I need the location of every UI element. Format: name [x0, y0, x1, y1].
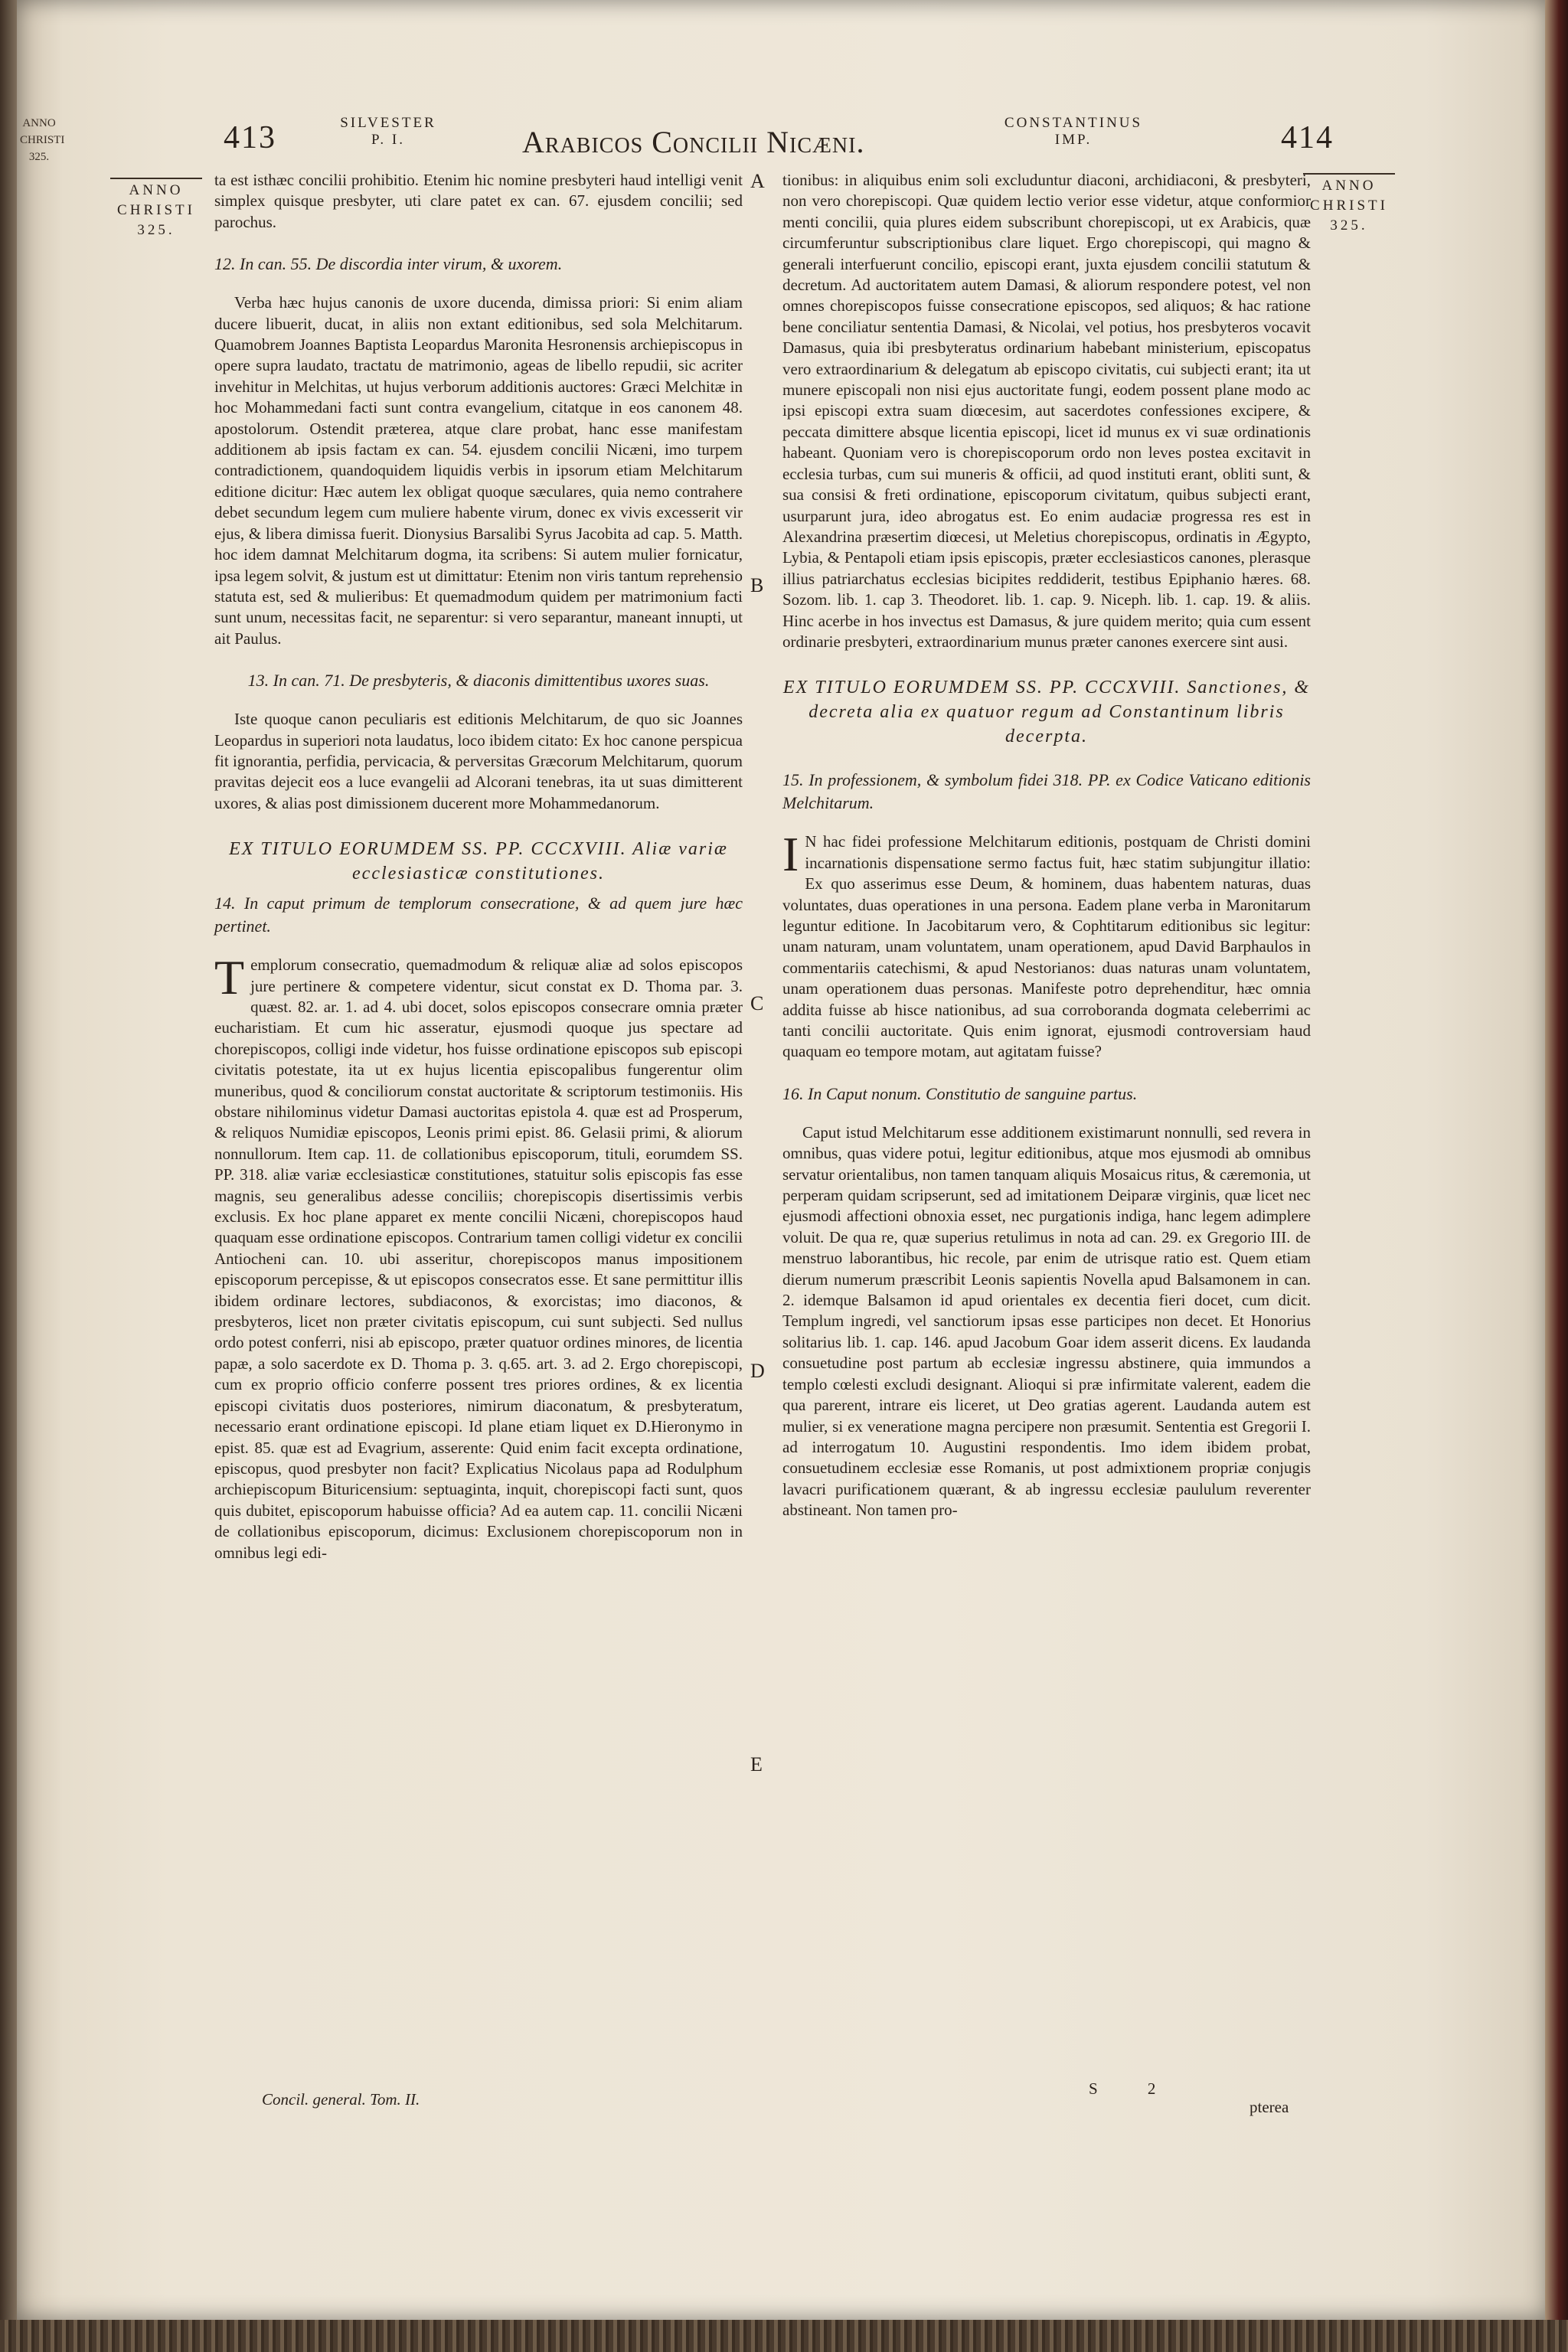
- section-letter-a: A: [750, 170, 765, 192]
- header-emperor-title: IMP.: [1054, 132, 1093, 148]
- header-emperor: [974, 115, 1173, 149]
- book-cover-edge: [1545, 0, 1568, 2352]
- heading-12: 12. In can. 55. De discordia inter virum, & uxorem.: [214, 254, 563, 274]
- right-column: [782, 170, 1311, 1521]
- table-surface: [0, 2320, 1568, 2352]
- previous-page-margin: [20, 115, 65, 165]
- left-column: [214, 170, 743, 1563]
- christi-label: CHRISTI: [117, 202, 195, 218]
- anno-label: ANNO: [1321, 178, 1377, 194]
- drop-cap-t: T: [214, 950, 245, 1005]
- heading-15: 15. In professionem, & symbolum fidei 318. PP. ex Codice Vaticano editionis Melchitarum.: [782, 770, 1311, 813]
- prev-christi: CHRISTI: [20, 134, 65, 146]
- year-label: 325.: [1330, 217, 1368, 234]
- prev-year: 325.: [28, 151, 50, 163]
- section-letter-b: B: [750, 574, 764, 596]
- margin-year-left: [110, 178, 202, 240]
- footer-volume: Concil. general. Tom. II.: [262, 2090, 420, 2109]
- header-pope-title: P. I.: [371, 132, 406, 148]
- right-intro-text: tionibus: in aliquibus enim soli excluduntur diaconi, archidiaconi, & presbyteri, non vero chorepiscopi. Quæ quidem lectio verior esse videtur, atque conformior menti concilii, quia plures eidem subscribunt chorepiscopi, ut ex Arabicis, quæ circumferuntur subscriptionibus clare liquet. Ergo chorepiscopi, qui magno & generali interfuerunt concilio, episcopi erant, juxta ejusdem concilii statutum & decretum. Ad auctoritatem autem Damasi, & aliorum respondere potest, vel non omnes chorepiscopos fuisse consecratione episcopos, sed aliquos; & hac ratione bene conciliatur sententia Damasi, & Nicolai, vel potius, hos presbyteros vocavit Damasus, quia ibi presbyteratus ordinarium habebant ministerium, episcopatus vero extraordinarium & delegatum ab episcopo civitatis, cui subjecti erant; ita ut munere episcopali non nisi ejus auctoritate fungi, eodem possent plane modo ac ipsi episcopi extra suam diœcesim, aut sacerdotes confessiones excipere, & peccata dimittere absque licentia episcopi, licet id munus ex vi suæ ordinationis habeant. Quoniam vero is chorepiscoporum ordo non leves postea excitavit in ecclesia turbas, cum sui muneris & officii, ad quod instituti erant, obliti sunt, & sua consisi & freti ordinatione, episcoporum civitatum, quibus subjecti erant, usurparunt jura, ideo abrogatus est. Eo enim audaciæ progressa res est in Alexandrina præsertim diœcesi, ut Meletius chorepiscopus, ordinatis in Ægypto, Lybia, & Pentapoli etiam ipsis episcopis, præter ecclesiasticos canones, plerasque illius patriarchatus ecclesias bicipites reddiderit, testibus Epiphanio hæres. 68. Sozom. lib. 1. cap 3. Theodoret. lib. 1. cap. 9. Niceph. lib. 1. cap. 19. & aliis. Hinc acerbe in hos invectus est Damasus, & jure quidem merito; quia cum essent ordinarie presbyteri, extraordinarium munus præter canones exercere sint ausi.: [782, 171, 1311, 651]
- page-number-left: 413: [224, 120, 276, 155]
- catchword: pterea: [1250, 2098, 1289, 2116]
- header-emperor-name: CONSTANTINUS: [1004, 115, 1143, 131]
- anno-label: ANNO: [129, 182, 184, 198]
- section-letter-c: C: [750, 992, 764, 1014]
- paragraph-16: Caput istud Melchitarum esse additionem existimarunt nonnulli, sed revera in omnibus, quas videre potui, legitur editionibus, atque mos ejusmodi ab omnibus servatur orientalibus, non tamen tanquam aliquis Mosaicus ritus, & cæremonia, ut perperam quidam scripserunt, sed ad imitationem Deiparæ virginis, quæ licet nec ejusmodi affectioni obnoxia esset, nec purgationis indiga, hanc legem adimplere voluit. De qua re, quæ superius retulimus in nota ad can. 29. ex Gregorio III. de menstruo laborantibus, hic recole, par enim de utrisque ratio est. Quem etiam dierum numerum præscribit Leonis sapientis Novella apud Balsamonem in can. 2. idemque Balsamon id apud orientales ex decentia fieri docet, cum dicit. Templum ingredi, vel sanctiorum ipsas esse participes non decet. Et Honorius solitarius lib. 1. cap. 146. apud Jacobum Goar idem asserit dicens. Ex laudanda consuetudine post partum ab ecclesiæ ingressu abstinere, quia immundos a templo cœlesti excludi designant. Alioqui si præ infirmitate valerent, eadem die qua parerent, intrare eis liceret, ut Deo gratias agerent. Laudanda autem est mulier, si ex veneratione magna percipere non præsumit. Sententia est Gregorii I. ad interrogatum 10. Augustini respondentis. Imo idem ibidem probat, consuetudinem ecclesiæ esse Romanis, ut post admixtionem propriæ conjugis lavacri purificationem quærant, & ab ingressu ecclesiæ paululum reverenter abstineant. Non tamen pro-: [782, 1122, 1311, 1520]
- drop-cap-i: I: [782, 827, 799, 882]
- signature-mark: S 2: [1089, 2079, 1179, 2098]
- year-label: 325.: [137, 222, 175, 238]
- running-title: Arabicos Concilii Nicæni.: [522, 125, 865, 159]
- heading-16: 16. In Caput nonum. Constitutio de sanguine partus.: [782, 1083, 1138, 1103]
- paragraph-15-text: N hac fidei professione Melchitarum editionis, postquam de Christi domini incarnationis dispensatione sermo factus fuit, hæc statim subjungitur illatio: Ex quo asserimus esse Deum, & hominem, duas habentem naturas, duas voluntates, duas operationes in una persona. Eadem plane verba in Maronitarum leguntur editione. In Jacobitarum vero, & Cophtitarum editionibus sic legitur: unam naturam, unam voluntatem, unam operationem, apud David Barphaulos in commentariis catechismi, & apud Nestorianos: duas naturas unam voluntatem, unam operationem duas personas. Manifeste potro deprehenditur, hæc omnia addita fuisse ab hisce nationibus, ad sua corroboranda dogmata celeberrimi ac tanti concilii auctoritate. Quis enim ignorat, ejusmodi controversiam haud quaquam eo tempore motam, aut agitatam fuisse?: [782, 832, 1311, 1061]
- running-header: [201, 115, 1334, 168]
- margin-year-right: [1303, 173, 1395, 236]
- paragraph-12: Verba hæc hujus canonis de uxore ducenda, dimissa priori: Si enim aliam ducere libuerit, ducat, in aliis non extant editionibus, sed sola Melchitarum. Quamobrem Joannes Baptista Leopardus Maronita Hesronensis archiepiscopus in opere supra laudato, tractatu de matrimonio, ageas de libello repudii, sic acriter invehitur in Melchitas, ut hujus verborum additionis auctores: Græci Melchitæ in hoc Mohammedani facti sunt contra evangelium, citatque in eos canonem 48. apostolorum. Ostendit præterea, atque clare probat, hanc esse manifestam additionem ab ipsis factam ex can. 54. ejusdem concilii Nicæni, imo turpem contradictionem, quandoquidem liquidis verbis in ipsorum etiam Melchitarum editione dicitur: Hæc autem lex obligat quoque sæculares, quia nemo contrahere debet secundum legem cum muliere habente virum, donec ex vivis excesserit vir ejus, & libera dimissa fuerit. Dionysius Barsalibi Syrus Jacobita ad cap. 5. Matth. hoc idem damnat Melchitarum dogma, ita scribens: Si autem mulier fornicatur, ipsa legem solvit, & justum est ut dimittatur: Etenim non viris tantum reprehensio statuta est, sed & mulieribus: Et quemadmodum quidem per matrimonium facti sunt unum, necessitas facit, ne separentur: si vero separantur, maneant innupti, ut ait Paulus.: [214, 293, 743, 648]
- prev-anno: ANNO: [22, 117, 56, 129]
- heading-14: 14. In caput primum de templorum consecratione, & ad quem jure hæc pertinet.: [214, 893, 743, 936]
- header-pope-name: SILVESTER: [340, 115, 436, 131]
- paragraph-15: [782, 827, 1311, 1062]
- section-title-left: EX TITULO EORUMDEM SS. PP. CCCXVIII. Aliæ variæ ecclesiasticæ constitutiones.: [229, 839, 728, 884]
- paragraph-14: [214, 950, 743, 1563]
- heading-13: 13. In can. 71. De presbyteris, & diaconis dimittentibus uxores suas.: [247, 671, 710, 691]
- section-letter-d: D: [750, 1360, 765, 1382]
- paragraph-14-text: emplorum consecratio, quemadmodum & reliquæ aliæ ad solos episcopos jure pertinere & competere videntur, sicut constat ex D. Thoma par. 3. quæst. 82. ar. 1. ad 4. ubi docet, solos episcopos consecrare omnia præter eucharistiam. Et cum hic asseratur, ejusmodi quoque jus spectare ad chorepiscopos, colligi inde videtur, hos fuisse ordinatione episcopos sub episcopi civitatis potestate, ita ut ex hujus licentia episcopalibus fungerentur olim muneribus, quod & conciliorum constat auctoritate & scriptorum testimoniis. His obstare nihilominus videtur Damasi auctoritas epistola 4. quæ est ad Prosperum, & reliquos Numidiæ episcopos, Leonis primi epist. 86. Gelasii primi, & aliorum nonnullorum. Item cap. 11. de collationibus episcoporum, tituli, eorumdem SS. PP. 318. aliæ variæ ecclesiasticæ constitutiones, statuitur solis episcopis fas esse magnis, seu generalibus adesse conciliis; chorepiscopis disertissimis verbis exclusis. Ex hoc plane apparet ex mente concilii Nicæni, chorepiscopos haud quaquam esse ordinatione episcopos. Contrarium tamen colligi videtur ex concilii Antiocheni can. 10. ubi asseritur, chorepiscopos manus impositionem episcoporum percepisse, & ut episcopos consecratos esse. Et sane permittitur illis ibidem ordinare lectores, subdiaconos, & exorcistas; imo diaconos, & presbyteros, licet non præter civitatis episcopum, cui sunt subjecti. Sed nullus ordo potest conferri, nisi ab episcopo, præter quatuor ordines minores, de licentia papæ, a solo sacerdote ex D. Thoma p. 3. q.65. art. 3. ad 2. Ergo chorepiscopi, cum ex proprio officio conferre possent tres priores ordines, & ex licentia episcopi civitatis duos posteriores, nimirum diaconatum, & presbyteratum, necessario erant ordinatione episcopi. Id plane etiam liquet ex D.Hieronymo in epist. 85. quæ est ad Evagrium, asserente: Quid enim facit excepta ordinatione, episcopus, quod presbyter non facit? Explicatius Nicolaus papa ad Rodulphum archiepiscopum Bituricensium: septuaginta, inquit, chorepiscopi facti sunt, quos quis dubitet, episcoporum habuisse officia? Ad ea autem cap. 11. concilii Nicæni de collationibus episcoporum, dicimus: Exclusionem chorepiscoporum non in omnibus legi edi-: [214, 956, 743, 1562]
- section-title-right: EX TITULO EORUMDEM SS. PP. CCCXVIII. Sanctiones, & decreta alia ex quatuor regum ad Constantinum libris decerpta.: [782, 678, 1311, 747]
- book-page: [17, 0, 1548, 2320]
- page-number-right: 414: [1281, 120, 1334, 155]
- paragraph-13: Iste quoque canon peculiaris est editionis Melchitarum, de quo sic Joannes Leopardus in superiori nota laudatus, loco ibidem citato: Ex hoc canone perspicua fit ignorantia, perfidia, pervicacia, & perversitas Græcorum Melchitarum, quorum pravitas dejecit eos a luce evangelii ad Alcorani tenebras, ita ut suas dimitterent uxores, & alias post dimissionem ducerent more Mohammedanorum.: [214, 710, 743, 812]
- christi-label: CHRISTI: [1310, 198, 1388, 214]
- section-letter-e: E: [750, 1753, 763, 1775]
- left-intro-text: ta est isthæc concilii prohibitio. Etenim hic nomine presbyteri haud intelligi venit simplex quisque presbyter, uti clare patet ex can. 67. ejusdem concilii; sed parochus.: [214, 171, 743, 231]
- header-pope: [338, 115, 438, 149]
